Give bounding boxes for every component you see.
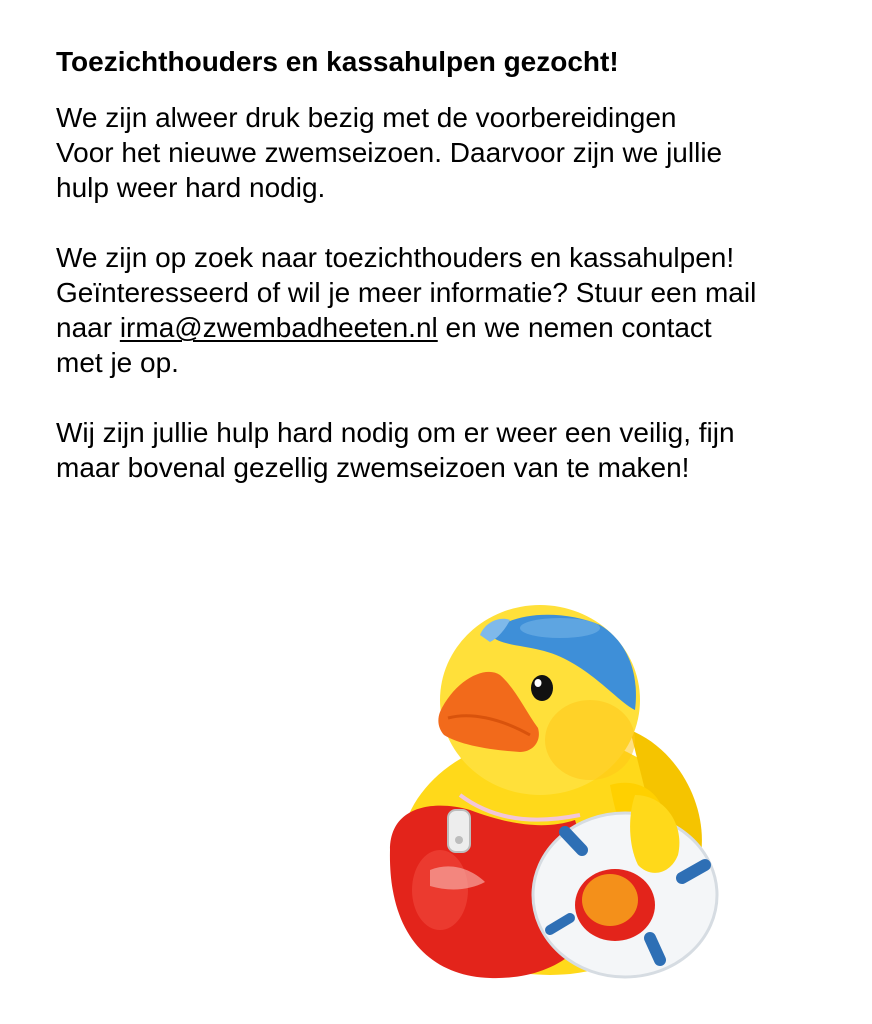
text-before-email: naar bbox=[56, 312, 120, 343]
closing-paragraph bbox=[56, 415, 856, 485]
intro-paragraph bbox=[56, 100, 856, 205]
paragraph-line-with-email bbox=[56, 310, 856, 345]
paragraph-line: hulp weer hard nodig. bbox=[56, 172, 326, 203]
contact-paragraph bbox=[56, 240, 856, 380]
text-after-email: en we nemen contact bbox=[437, 312, 712, 343]
announcement bbox=[56, 40, 856, 520]
rubber-duck-lifeguard-icon bbox=[360, 600, 720, 990]
paragraph-line: Voor het nieuwe zwemseizoen. Daarvoor zijn we jullie bbox=[56, 137, 723, 168]
life-ring-icon bbox=[533, 813, 717, 977]
paragraph-line: met je op. bbox=[56, 347, 179, 378]
whistle-icon bbox=[448, 810, 470, 852]
paragraph-line: maar bovenal gezellig zwemseizoen van te maken! bbox=[56, 452, 690, 483]
page-title: Toezichthouders en kassahulpen gezocht! bbox=[56, 46, 619, 77]
email-link[interactable]: irma@zwembadheeten.nl bbox=[119, 312, 438, 343]
paragraph-line: Wij zijn jullie hulp hard nodig om er weer een veilig, fijn bbox=[56, 417, 735, 448]
paragraph-line: We zijn alweer druk bezig met de voorbereidingen bbox=[56, 102, 677, 133]
paragraph-line: We zijn op zoek naar toezichthouders en kassahulpen! bbox=[56, 242, 735, 273]
duck-eye bbox=[531, 675, 553, 701]
paragraph-line: Geïnteresseerd of wil je meer informatie? Stuur een mail bbox=[56, 277, 757, 308]
